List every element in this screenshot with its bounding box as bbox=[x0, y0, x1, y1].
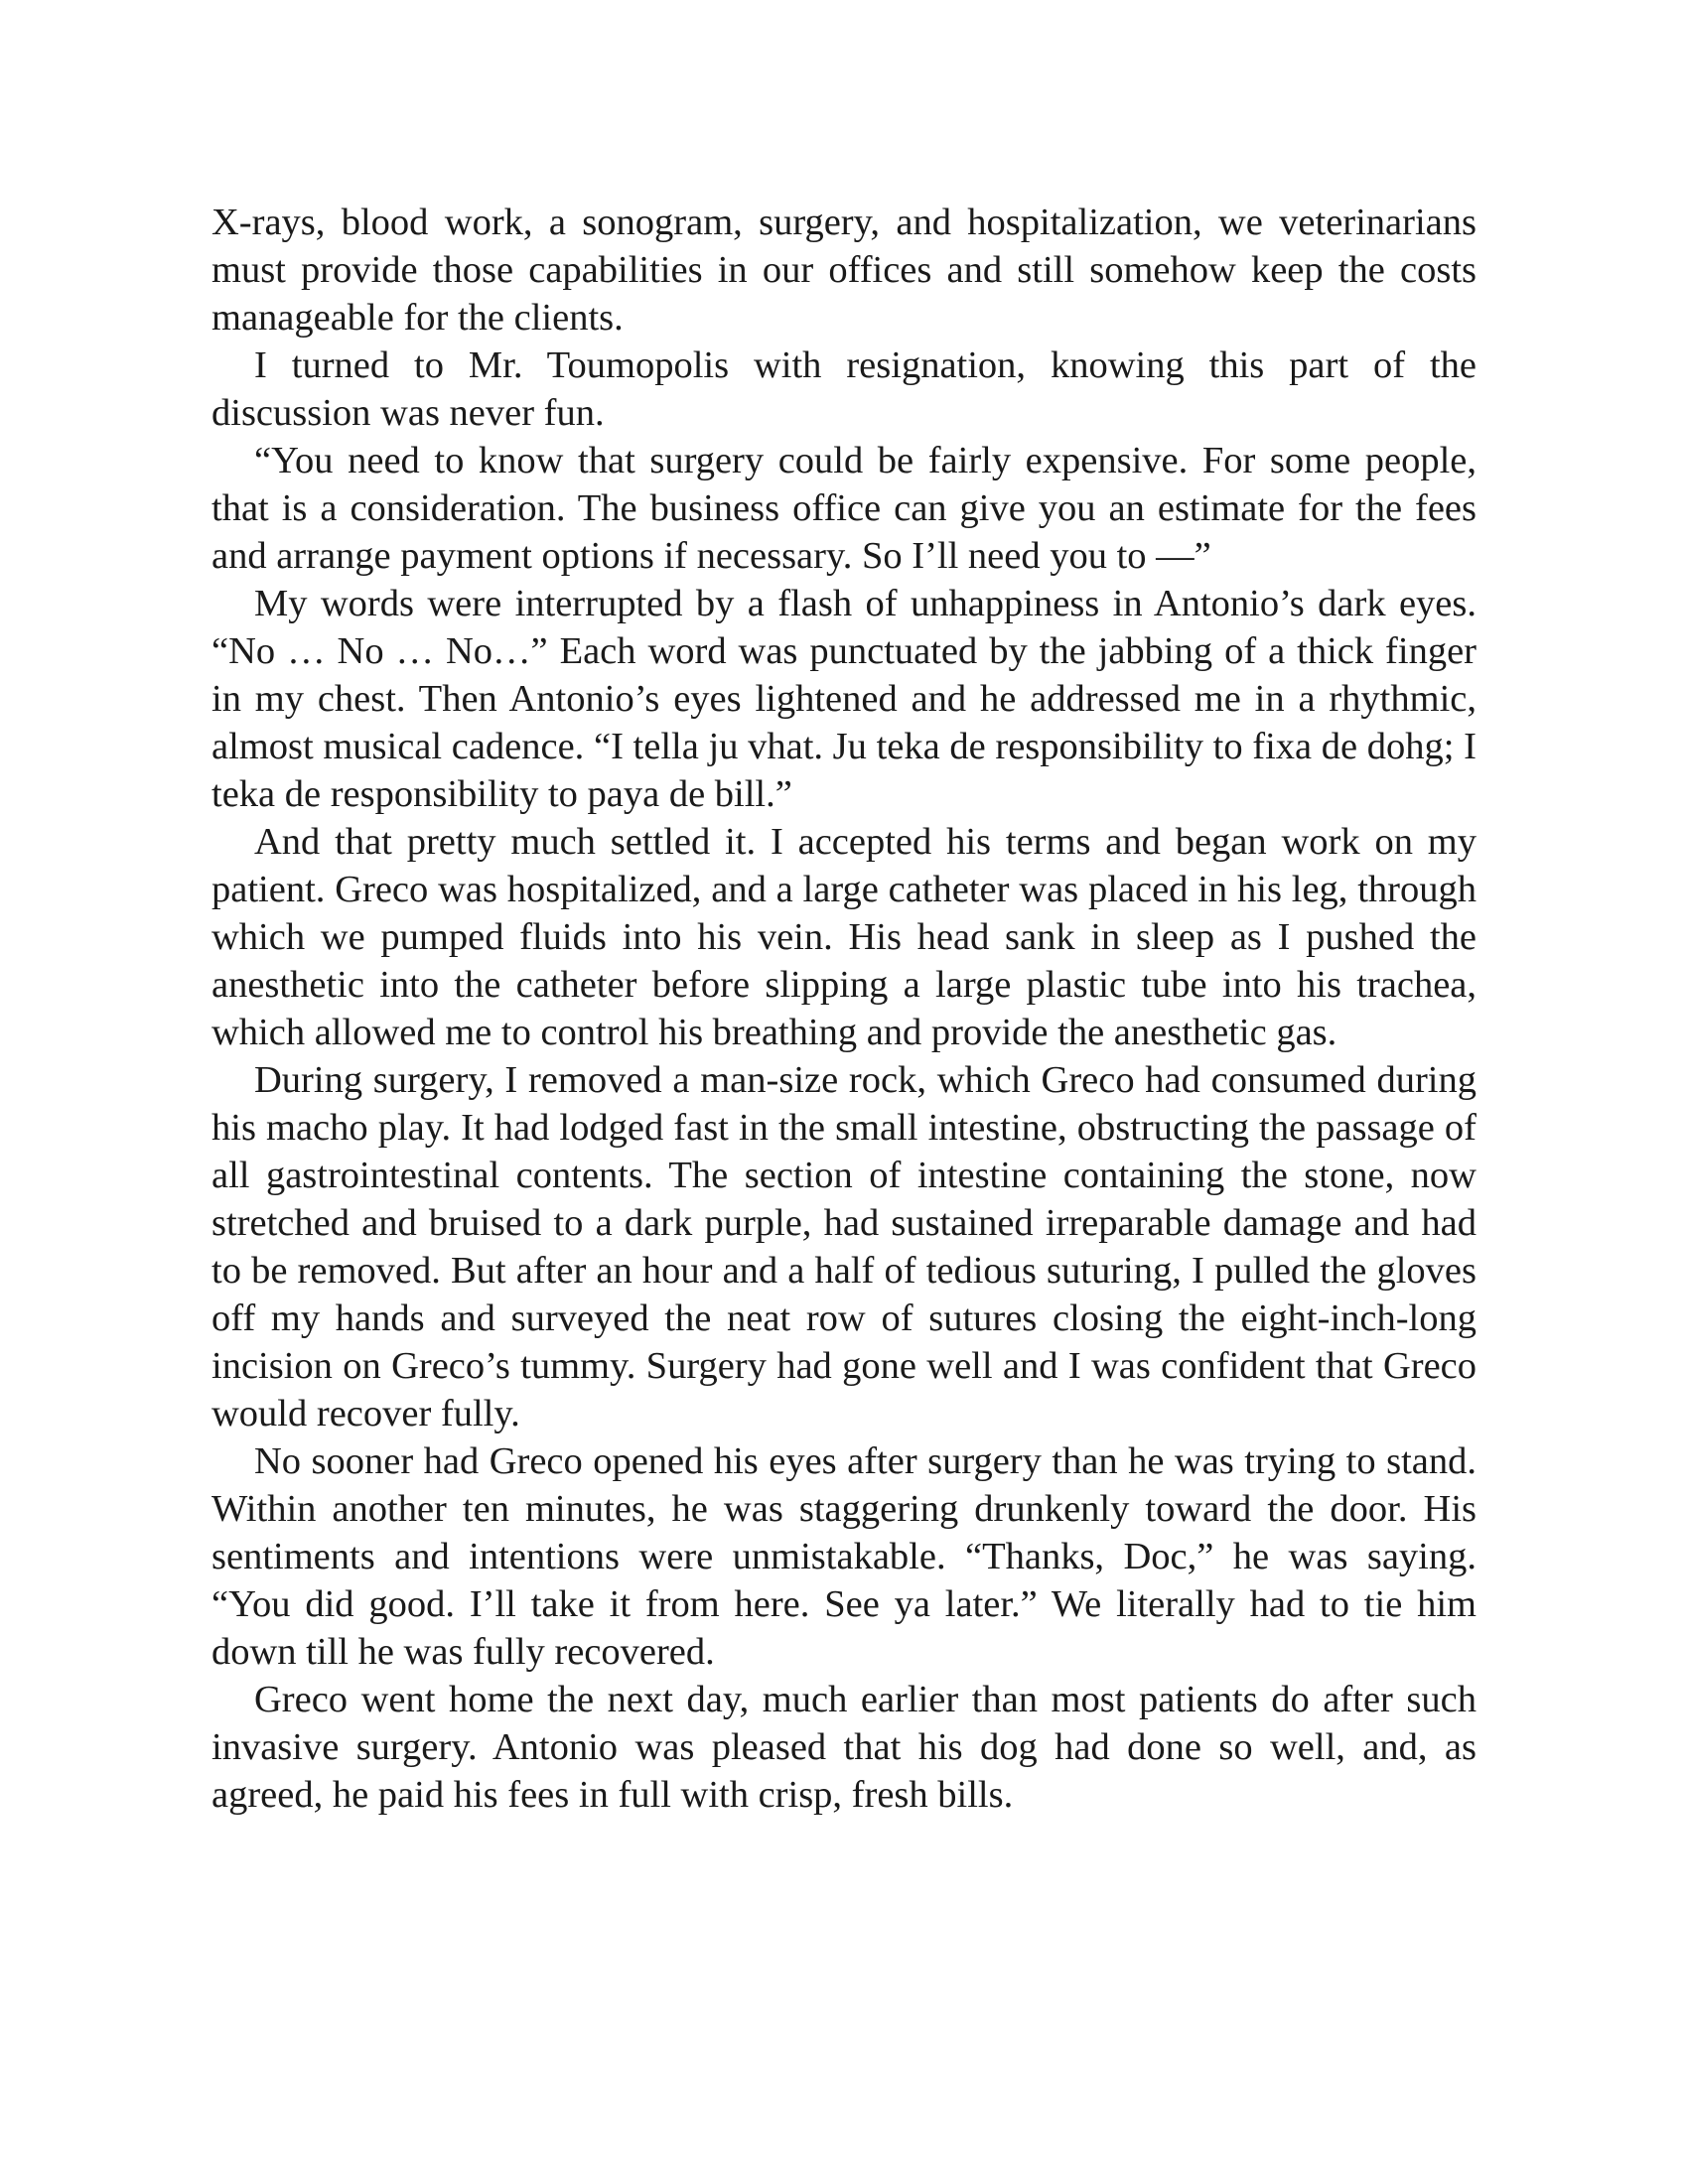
paragraph-2: I turned to Mr. Toumopolis with resignation, knowing this part of the discussion was never fun. bbox=[211, 344, 1477, 434]
paragraph-6: During surgery, I removed a man-size rock, which Greco had consumed during his macho play. It had lodged fast in the small intestine, obstructing the passage of all gastrointestinal contents. The section of intestine containing the stone, now stretched and bruised to a dark purple, had sustained irreparable damage and had to be removed. But after an hour and a half of tedious suturing, I pulled the gloves off my hands and surveyed the neat row of sutures closing the eight-inch-long incision on Greco’s tummy. Surgery had gone well and I was confident that Greco would recover fully. bbox=[211, 1059, 1477, 1434]
paragraph-4: My words were interrupted by a flash of unhappiness in Antonio’s dark eyes. “No … No … No…” Each word was punctuated by the jabbing of a thick finger in my chest. Then Antonio’s eyes lightened and he addressed me in a rhythmic, almost musical cadence. “I tella ju vhat. Ju teka de responsibility to fixa de dohg; I teka de responsibility to paya de bill.” bbox=[211, 583, 1477, 815]
page-body bbox=[211, 199, 1477, 1819]
paragraph-1: X-rays, blood work, a sonogram, surgery, and hospitalization, we veterinarians must provide those capabilities in our offices and still somehow keep the costs manageable for the clients. bbox=[211, 202, 1477, 339]
paragraph-8: Greco went home the next day, much earlier than most patients do after such invasive surgery. Antonio was pleased that his dog had done so well, and, as agreed, he paid his fees in full with crisp, fresh bills. bbox=[211, 1679, 1477, 1816]
paragraph-5: And that pretty much settled it. I accepted his terms and began work on my patient. Greco was hospitalized, and a large catheter was placed in his leg, through which we pumped fluids into his vein. His head sank in sleep as I pushed the anesthetic into the catheter before slipping a large plastic tube into his trachea, which allowed me to control his breathing and provide the anesthetic gas. bbox=[211, 821, 1477, 1053]
paragraph-3: “You need to know that surgery could be fairly expensive. For some people, that is a consideration. The business office can give you an estimate for the fees and arrange payment options if necessary. So I’ll need you to —” bbox=[211, 440, 1477, 577]
paragraph-7: No sooner had Greco opened his eyes after surgery than he was trying to stand. Within another ten minutes, he was staggering drunkenly toward the door. His sentiments and intentions were unmistakable. “Thanks, Doc,” he was saying. “You did good. I’ll take it from here. See ya later.” We literally had to tie him down till he was fully recovered. bbox=[211, 1440, 1477, 1673]
